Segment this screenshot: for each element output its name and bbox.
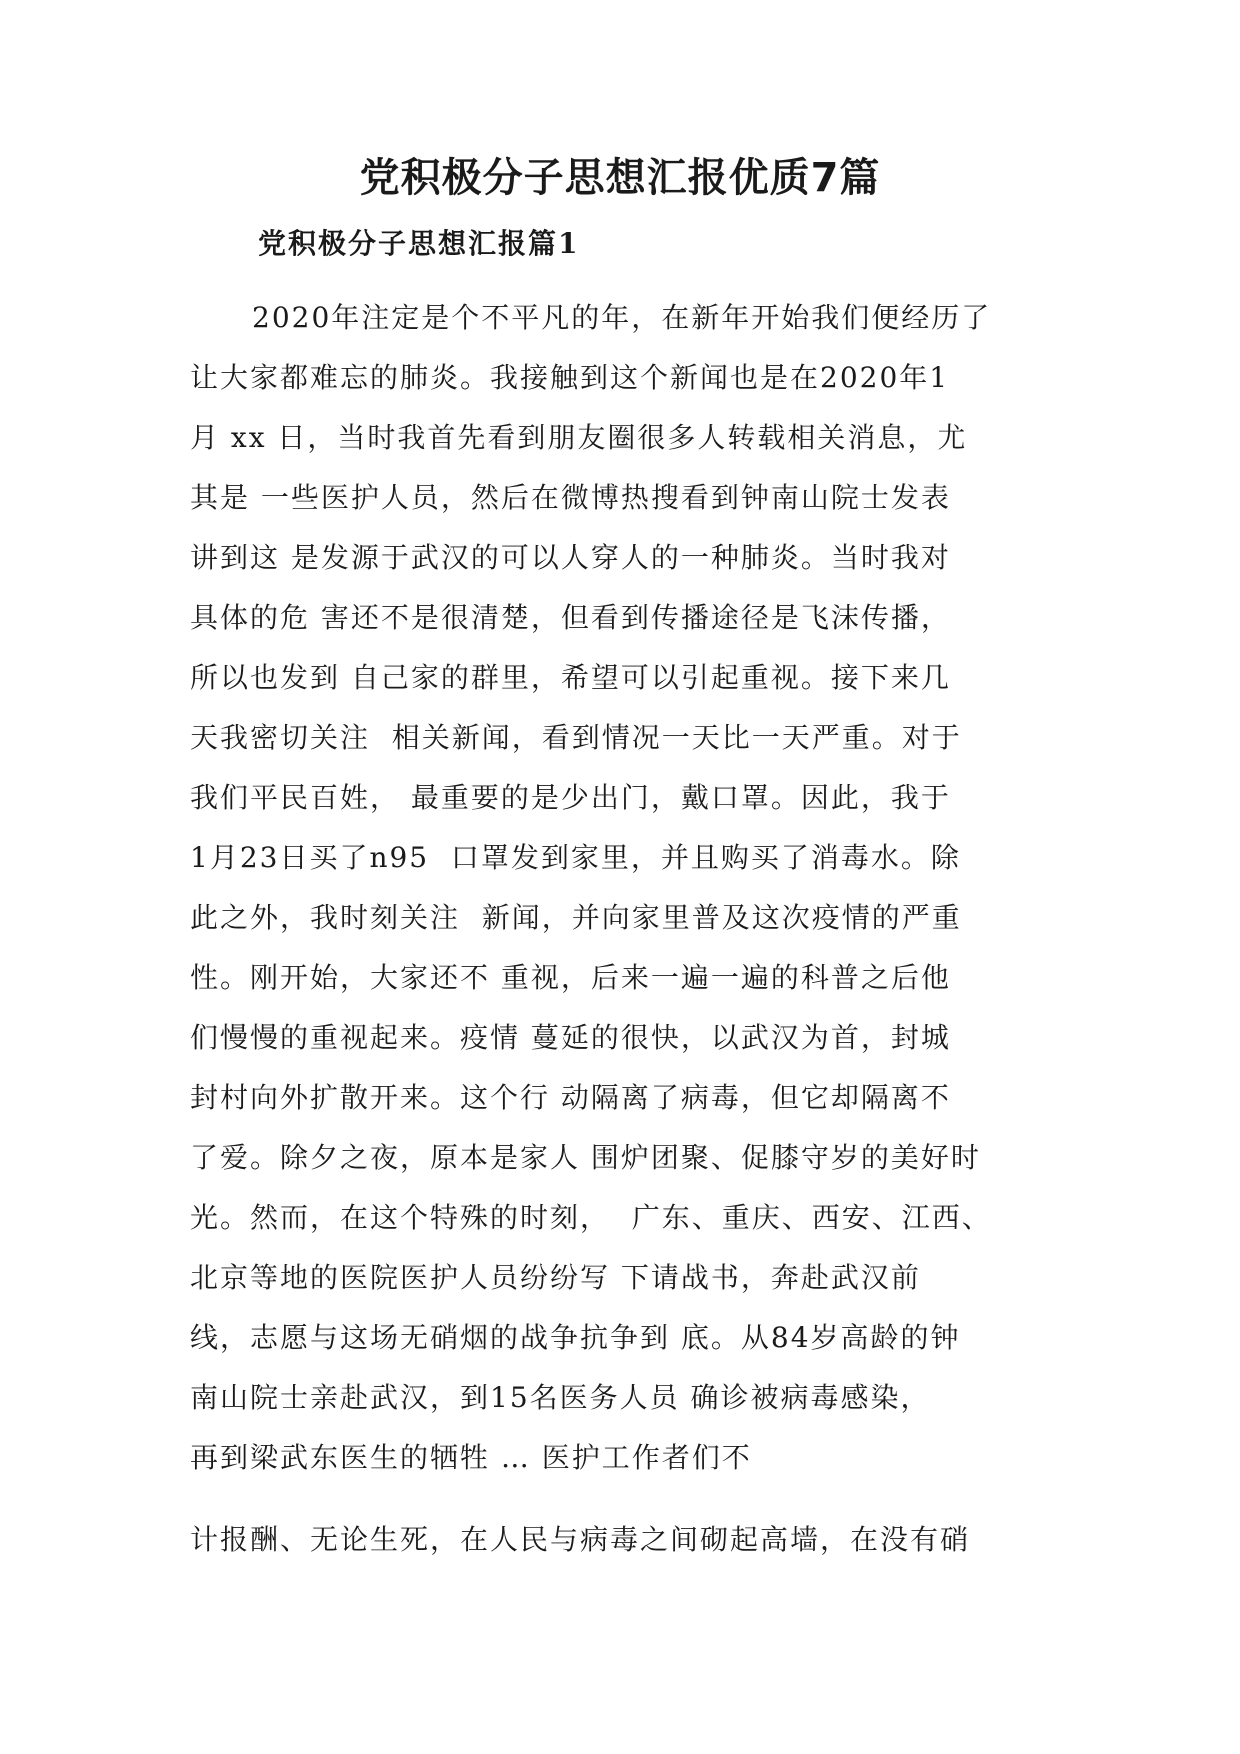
text-line: 1月23日买了n95 口罩发到家里，并且购买了消毒水。除 xyxy=(190,841,961,874)
section-heading: 党积极分子思想汇报篇1 xyxy=(258,227,580,260)
text-line: 了爱。除夕之夜，原本是家人 围炉团聚、促膝守岁的美好时 xyxy=(190,1141,981,1174)
text-line: 再到梁武东医生的牺牲 … 医护工作者们不 xyxy=(190,1441,752,1474)
text-line: 具体的危 害还不是很清楚，但看到传播途径是飞沫传播， xyxy=(190,601,951,634)
text-line: 计报酬、无论生死，在人民与病毒之间砌起高墙，在没有硝 xyxy=(190,1523,971,1556)
text-line: 月 xx 日，当时我首先看到朋友圈很多人转载相关消息，尤 xyxy=(190,421,968,454)
text-line: 们慢慢的重视起来。疫情 蔓延的很快，以武汉为首，封城 xyxy=(190,1021,951,1054)
text-line: 光。然而，在这个特殊的时刻， 广东、重庆、西安、江西、 xyxy=(190,1201,992,1234)
text-line: 所以也发到 自己家的群里，希望可以引起重视。接下来几 xyxy=(190,661,951,694)
text-line: 让大家都难忘的肺炎。我接触到这个新闻也是在2020年1 xyxy=(190,361,950,394)
text-line: 性。刚开始，大家还不 重视，后来一遍一遍的科普之后他 xyxy=(190,961,951,994)
body-text xyxy=(190,288,1070,1570)
text-line: 其是 一些医护人员，然后在微博热搜看到钟南山院士发表 xyxy=(190,481,951,514)
text-line: 我们平民百姓， 最重要的是少出门，戴口罩。因此，我于 xyxy=(190,781,951,814)
text-line: 此之外，我时刻关注 新闻，并向家里普及这次疫情的严重 xyxy=(190,901,962,934)
text-line: 北京等地的医院医护人员纷纷写 下请战书，奔赴武汉前 xyxy=(190,1261,921,1294)
text-line: 天我密切关注 相关新闻，看到情况一天比一天严重。对于 xyxy=(190,721,962,754)
document-title: 党积极分子思想汇报优质7篇 xyxy=(359,155,881,201)
text-line: 封村向外扩散开来。这个行 动隔离了病毒，但它却隔离不 xyxy=(190,1081,951,1114)
text-line: 南山院士亲赴武汉，到15名医务人员 确诊被病毒感染， xyxy=(190,1381,931,1414)
text-line: 线，志愿与这场无硝烟的战争抗争到 底。从84岁高龄的钟 xyxy=(190,1321,961,1354)
text-line: 讲到这 是发源于武汉的可以人穿人的一种肺炎。当时我对 xyxy=(190,541,951,574)
text-line: 2020年注定是个不平凡的年，在新年开始我们便经历了 xyxy=(252,301,992,334)
